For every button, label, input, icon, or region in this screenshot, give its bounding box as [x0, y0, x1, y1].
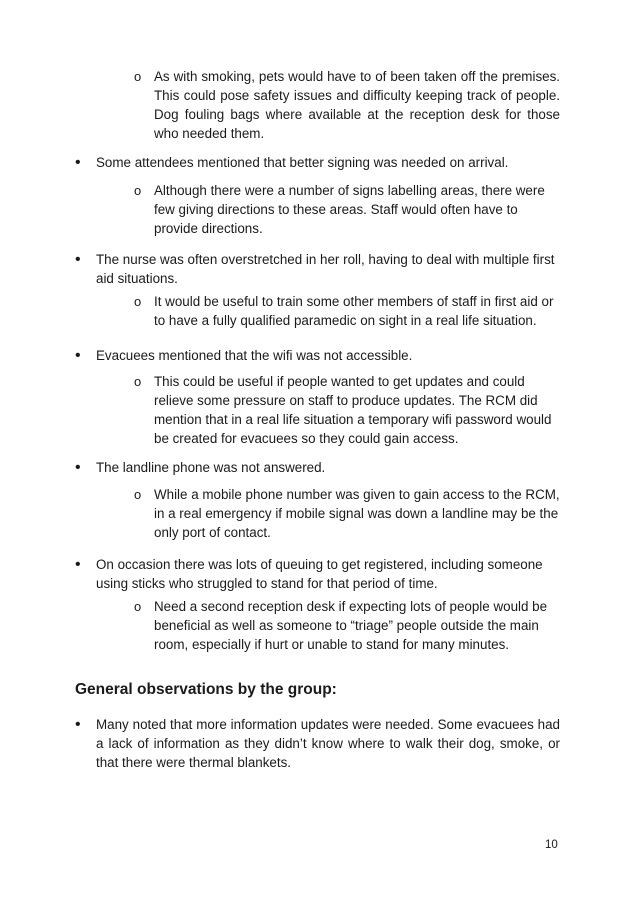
section-heading: General observations by the group:	[75, 681, 337, 698]
bullet-marker: •	[75, 556, 81, 573]
sub-bullet-marker: o	[134, 374, 142, 389]
bullet-marker: •	[75, 251, 81, 268]
bullet-text: Many noted that more information updates were needed. Some evacuees had a lack of information as they didn’t know where to walk their dog, smoke, or that there were thermal blankets.	[96, 717, 560, 770]
bullet-text: On occasion there was lots of queuing to get registered, including someone using sticks who struggled to stand for that period of time.	[96, 557, 543, 591]
page-number: 10	[545, 839, 558, 851]
bullet-text: Evacuees mentioned that the wifi was not accessible.	[96, 348, 413, 363]
bullet-marker: •	[75, 716, 81, 733]
sub-bullet-marker: o	[134, 599, 142, 614]
sub-bullet-text: As with smoking, pets would have to of been taken off the premises. This could pose safety issues and difficulty keeping track of people. Dog fouling bags where available at the reception desk for those who needed them.	[154, 69, 560, 141]
sub-bullet-marker: o	[134, 69, 142, 84]
bullet-text: Some attendees mentioned that better signing was needed on arrival.	[96, 155, 509, 170]
bullet-text: The landline phone was not answered.	[96, 460, 326, 475]
sub-bullet-marker: o	[134, 487, 142, 502]
sub-bullet-text: Need a second reception desk if expecting lots of people would be beneficial as well as someone to “triage” people outside the main room, especially if hurt or unable to stand for many minutes.	[154, 599, 548, 652]
bullet-marker: •	[75, 154, 81, 171]
sub-bullet-text: This could be useful if people wanted to get updates and could relieve some pressure on staff to produce updates. The RCM did mention that in a real life situation a temporary wifi password would be created for evacuees so they could gain access.	[154, 374, 552, 446]
sub-bullet-text: While a mobile phone number was given to gain access to the RCM, in a real emergency if mobile signal was down a landline may be the only port of contact.	[154, 487, 560, 540]
bullet-text: The nurse was often overstretched in her roll, having to deal with multiple first aid situations.	[96, 252, 555, 286]
bullet-marker: •	[75, 347, 81, 364]
bullet-marker: •	[75, 459, 81, 476]
sub-bullet-text: Although there were a number of signs labelling areas, there were few giving directions to these areas. Staff would often have to provide directions.	[154, 183, 545, 236]
sub-bullet-marker: o	[134, 294, 142, 309]
sub-bullet-marker: o	[134, 183, 142, 198]
sub-bullet-text: It would be useful to train some other members of staff in first aid or to have a fully qualified paramedic on sight in a real life situation.	[154, 294, 554, 328]
